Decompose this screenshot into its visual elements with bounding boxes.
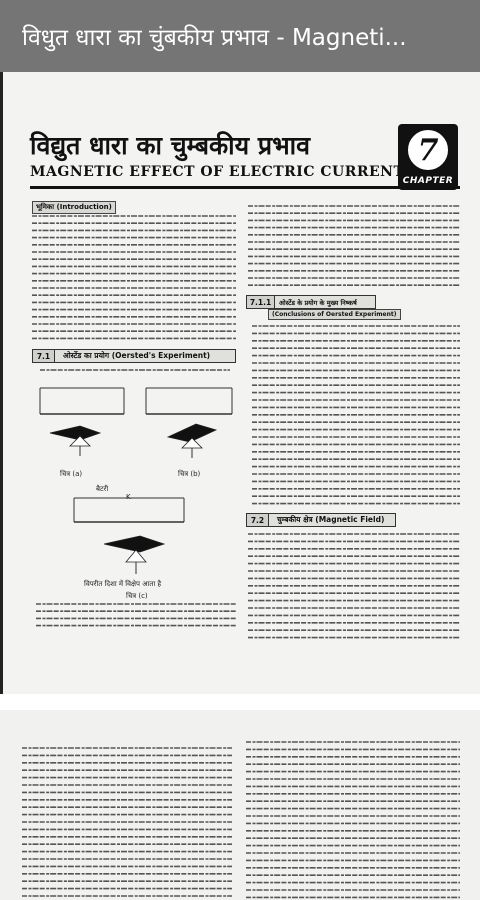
battery-label: बैटरी [96,485,109,493]
intro-heading: भूमिका (Introduction) [32,201,116,214]
figure-c-label: चित्र (c) [126,592,148,600]
chapter-label: CHAPTER [402,176,454,186]
section-title: ओर्स्टेड का प्रयोग (Oersted's Experiment) [63,351,211,360]
section-number: 7.1.1 [247,296,275,308]
section-7-1-heading [32,349,236,363]
key-label: K [126,493,131,501]
figure-a-label: चित्र (a) [60,470,83,478]
figure-c-caption: विपरीत दिशा में विक्षेप आता है [84,580,162,588]
section-7-2-heading [246,513,396,527]
section-number: 7.1 [33,350,55,362]
title-divider [30,186,460,189]
figure-b-label: चित्र (b) [178,470,201,478]
section-7-1-1-subheading: (Conclusions of Oersted Experiment) [268,309,401,320]
section-number: 7.2 [247,514,269,526]
chapter-title-english: MAGNETIC EFFECT OF ELECTRIC CURRENT [30,164,405,180]
section-7-1-1-heading [246,295,376,309]
chapter-number: 7 [405,127,451,173]
document-title: विधुत धारा का चुंबकीय प्रभाव - Magneti... [22,25,407,51]
section-title: ओर्स्टेड के प्रयोग के मुख्य निष्कर्ष [279,298,357,307]
chapter-title-hindi: विद्युत धारा का चुम्बकीय प्रभाव [30,131,311,160]
section-title: चुम्बकीय क्षेत्र (Magnetic Field) [277,515,385,524]
